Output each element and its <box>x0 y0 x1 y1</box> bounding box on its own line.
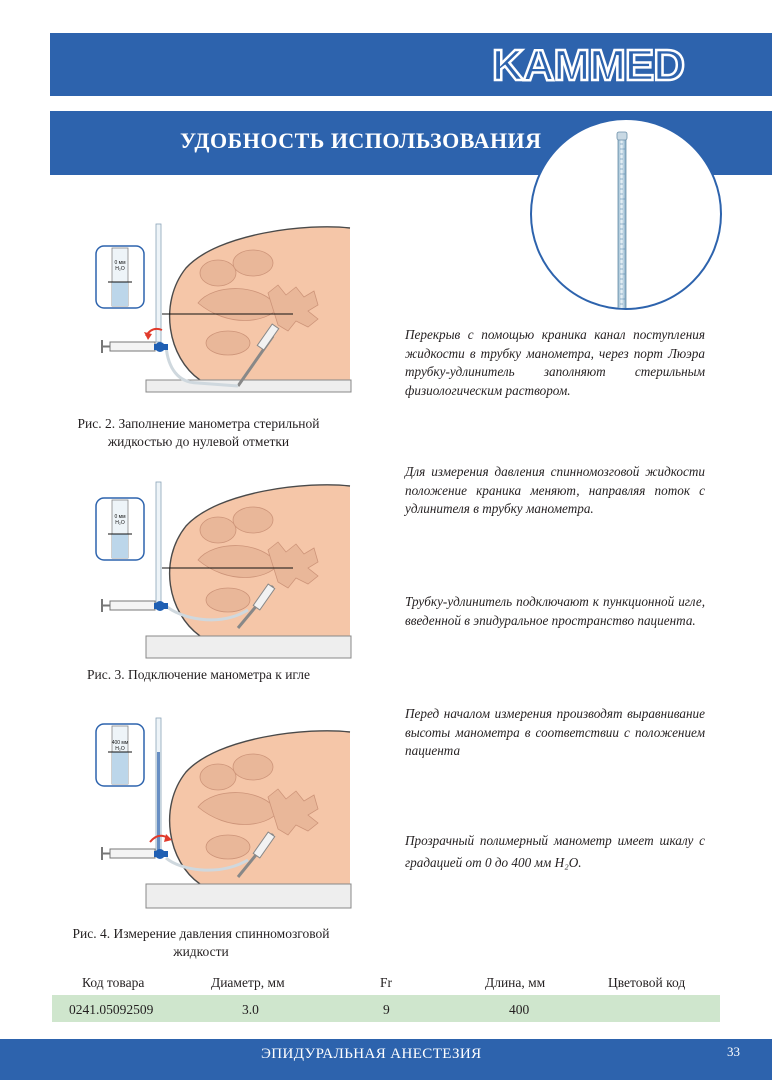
spec-cell-fr: 9 <box>383 1002 390 1017</box>
fig2-scale-label-bottom: H₂O <box>115 266 125 272</box>
fig4-scale-label-top: 400 мм <box>111 740 129 746</box>
figure-3-caption: Рис. 3. Подключение манометра к игле <box>86 667 311 682</box>
fig3-scale-label-bottom: H₂O <box>115 520 125 526</box>
fig2-scale-label-top: 0 мм <box>114 260 126 266</box>
spec-header-length: Длина, мм <box>485 975 546 990</box>
manometer-closeup-circle <box>530 118 722 310</box>
note-5: Прозрачный полимерный манометр имеет шкалу с градацией от 0 до 400 мм H₂O. <box>405 833 705 870</box>
note-4: Перед началом измерения производят выравнивание высоты манометра в соответствии с положением пациента <box>405 706 705 758</box>
spec-cell-diameter: 3.0 <box>242 1002 259 1017</box>
logo-text: KAMMED <box>492 42 684 88</box>
spec-header-diameter: Диаметр, мм <box>211 975 285 990</box>
fig4-scale-label-bottom: H₂O <box>115 746 125 752</box>
figure-4-illustration <box>88 712 353 912</box>
spec-header-color: Цветовой код <box>608 975 686 990</box>
figure-3-illustration <box>88 478 353 660</box>
fig3-scale-label-top: 0 мм <box>114 514 126 520</box>
manometer-tube-illustration <box>532 120 722 310</box>
figure-4-caption: Рис. 4. Измерение давления спинномозговой жидкости <box>72 926 330 959</box>
page-number: 33 <box>727 1044 740 1059</box>
page-title: УДОБНОСТЬ ИСПОЛЬЗОВАНИЯ <box>180 128 542 153</box>
figure-2-caption: Рис. 2. Заполнение манометра стерильной жидкостью до нулевой отметки <box>77 416 320 449</box>
note-1: Перекрыв с помощью краника канал поступления жидкости в трубку манометра, через порт Люэра трубку-удлинитель заполняют стерильным физиологическим раствором. <box>405 327 705 398</box>
note-2: Для измерения давления спинномозговой жидкости положение краника меняют, направляя поток с удлинителя в трубку манометра. <box>405 464 705 516</box>
spec-header-code: Код товара <box>82 975 145 990</box>
kammed-logo <box>452 42 724 88</box>
figure-2-illustration <box>88 218 353 408</box>
spec-cell-code: 0241.05092509 <box>69 1002 154 1017</box>
spec-cell-length: 400 <box>509 1002 530 1017</box>
note-3: Трубку-удлинитель подключают к пункционной игле, введенной в эпидуральное пространство пациента. <box>405 594 705 628</box>
footer-section-title: ЭПИДУРАЛЬНАЯ АНЕСТЕЗИЯ <box>261 1046 482 1062</box>
spec-header-fr: Fr <box>380 975 393 990</box>
